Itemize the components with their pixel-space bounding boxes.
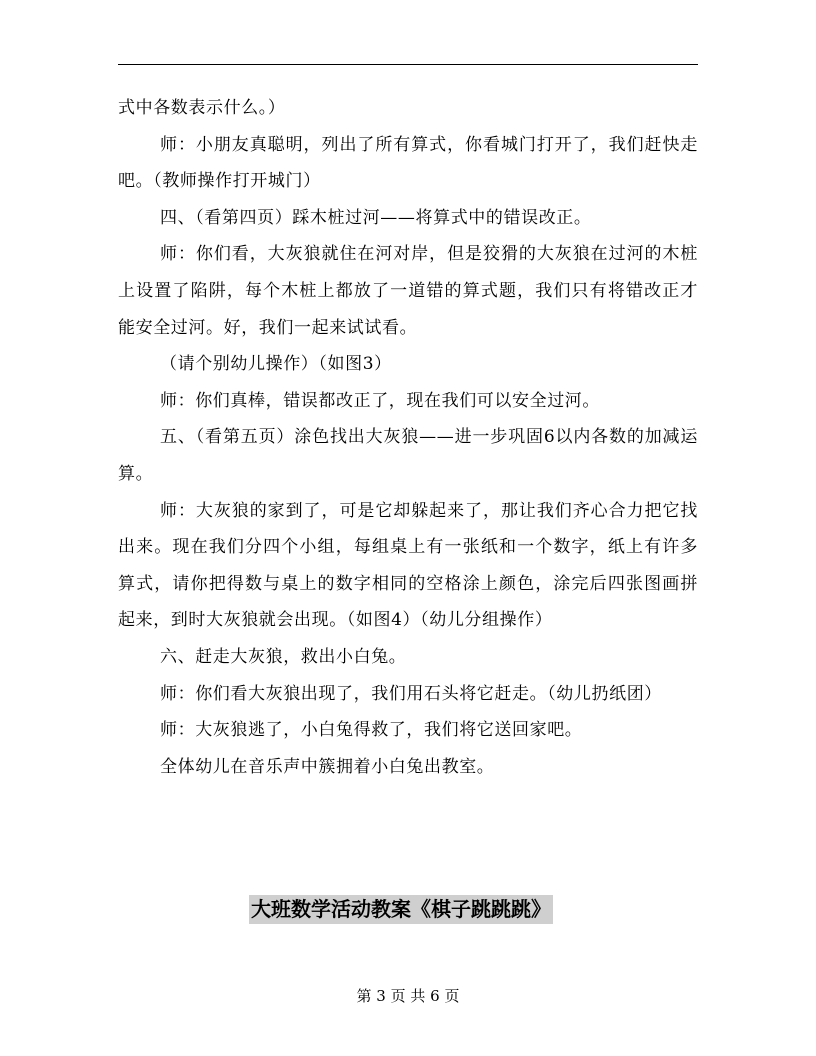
document-body bbox=[118, 90, 698, 785]
section-heading: 六、赶走大灰狼，救出小白兔。 bbox=[160, 646, 407, 667]
page-footer: 第 3 页 共 6 页 bbox=[356, 987, 460, 1005]
paragraph: 师：大灰狼的家到了，可是它却躲起来了，那让我们齐心合力把它找出来。现在我们分四个小组，每组桌上有一张纸和一个数字，纸上有许多算式，请你把得数与桌上的数字相同的空格涂上颜色，涂完后四张图画拼起来，到时大灰狼就会出现。（如图4）（幼儿分组操作） bbox=[118, 500, 698, 631]
section-heading: 五、（看第五页）涂色找出大灰狼——进一步巩固6以内各数的加减运算。 bbox=[118, 427, 698, 484]
paragraph: （请个别幼儿操作）（如图3） bbox=[160, 354, 392, 375]
section-heading: 四、（看第四页）踩木桩过河——将算式中的错误改正。 bbox=[160, 207, 592, 228]
paragraph: 师：你们看，大灰狼就住在河对岸，但是狡猾的大灰狼在过河的木桩上设置了陷阱，每个木桩上都放了一道错的算式题，我们只有将错改正才能安全过河。好，我们一起来试试看。 bbox=[118, 244, 698, 338]
header-rule bbox=[118, 64, 698, 65]
paragraph: 师：大灰狼逃了，小白兔得救了，我们将它送回家吧。 bbox=[160, 720, 583, 741]
paragraph: 师：小朋友真聪明，列出了所有算式，你看城门打开了，我们赶快走吧。（教师操作打开城门） bbox=[118, 134, 698, 192]
paragraph: 师：你们真棒，错误都改正了，现在我们可以安全过河。 bbox=[160, 390, 600, 411]
paragraph: 全体幼儿在音乐声中簇拥着小白兔出教室。 bbox=[160, 756, 495, 777]
section-title: 大班数学活动教案《棋子跳跳跳》 bbox=[249, 895, 553, 924]
paragraph: 式中各数表示什么。） bbox=[118, 98, 286, 118]
paragraph: 师：你们看大灰狼出现了，我们用石头将它赶走。（幼儿扔纸团） bbox=[160, 683, 662, 704]
